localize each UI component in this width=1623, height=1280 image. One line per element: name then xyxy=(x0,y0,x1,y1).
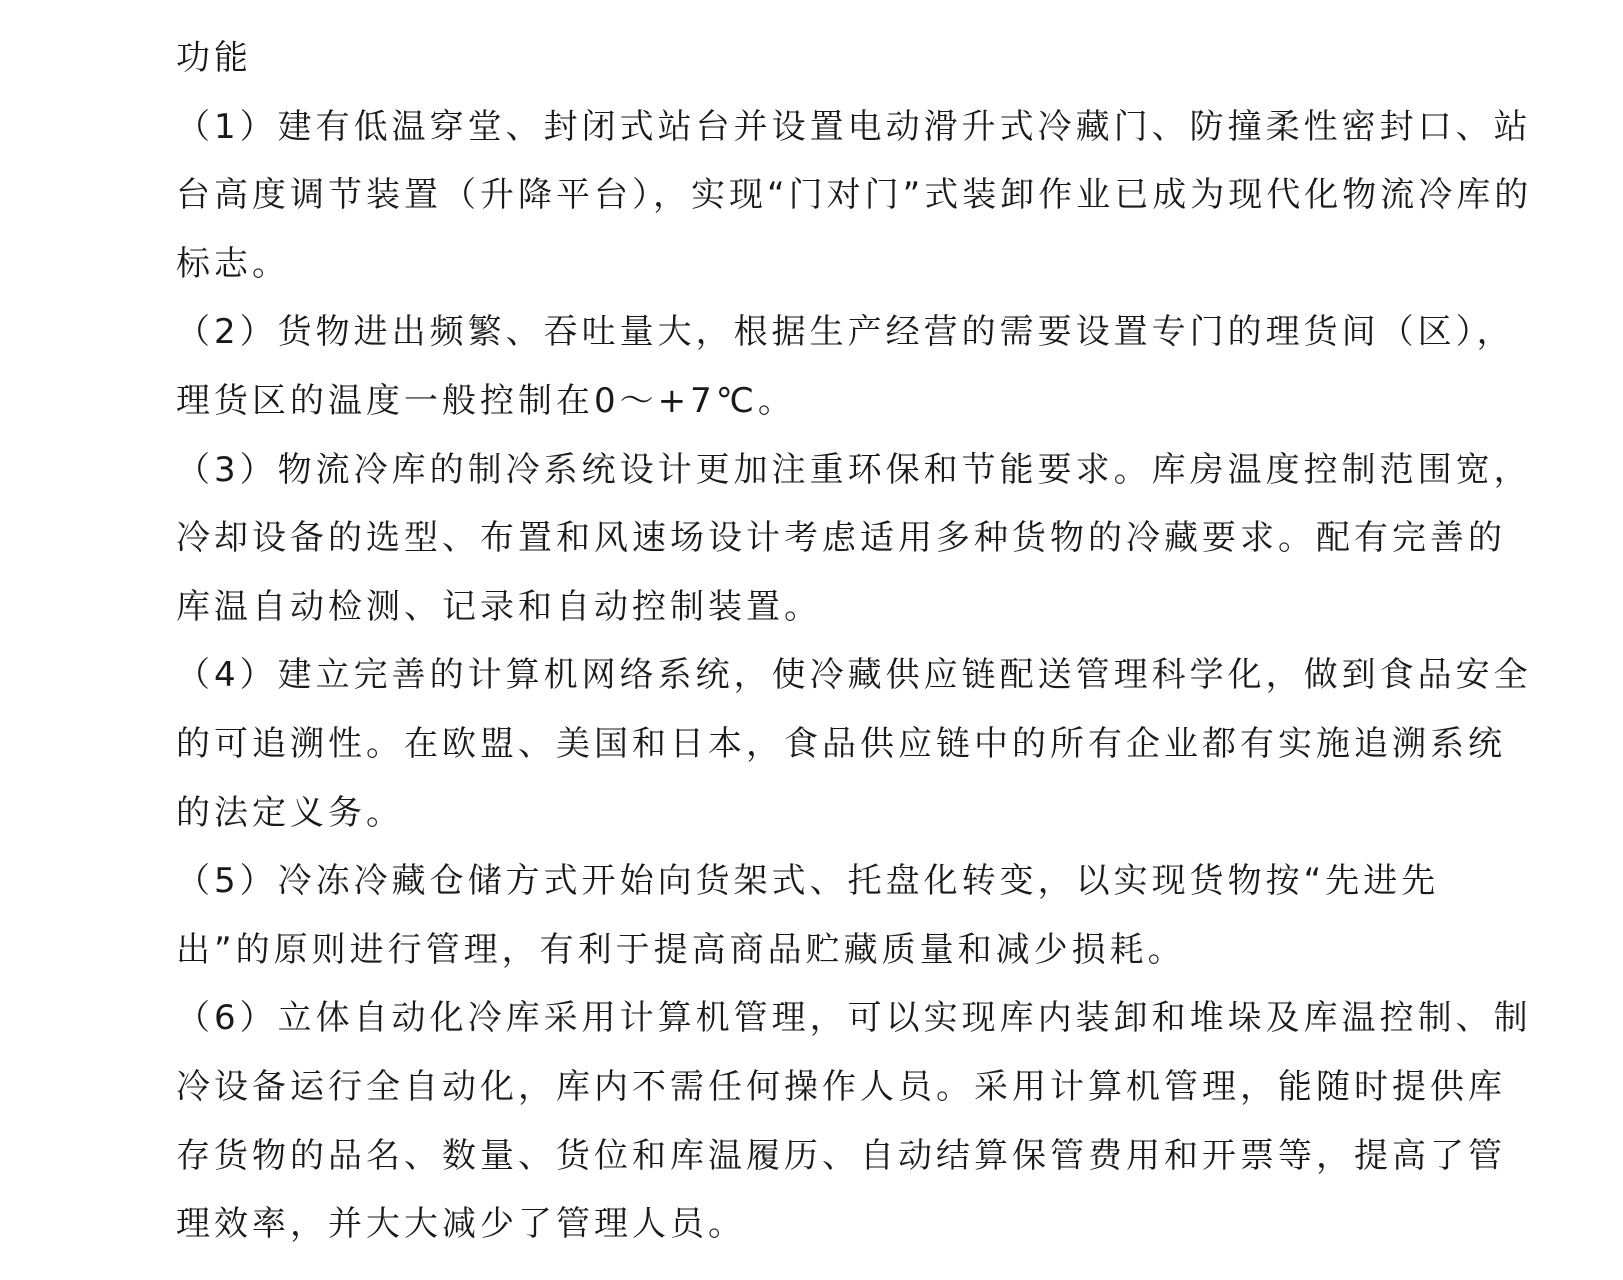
paragraph-1: （1）建有低温穿堂、封闭式站台并设置电动滑升式冷藏门、防撞柔性密封口、站台高度调节装置（升降平台），实现“门对门”式装卸作业已成为现代化物流冷库的标志。 xyxy=(176,106,1533,284)
paragraph-5: （5）冷冻冷藏仓储方式开始向货架式、托盘化转变，以实现货物按“先进先出”的原则进行管理，有利于提高商品贮藏质量和减少损耗。 xyxy=(176,861,1440,970)
paragraph-6: （6）立体自动化冷库采用计算机管理，可以实现库内装卸和堆垛及库温控制、制冷设备运行全自动化，库内不需任何操作人员。采用计算机管理，能随时提供库存货物的品名、数量、货位和库温履历、自动结算保管费用和开票等，提高了管理效率，并大大减少了管理人员。 xyxy=(176,998,1532,1245)
paragraph-3: （3）物流冷库的制冷系统设计更加注重环保和节能要求。库房温度控制范围宽，冷却设备的选型、布置和风速场设计考虑适用多种货物的冷藏要求。配有完善的库温自动检测、记录和自动控制装置。 xyxy=(176,449,1532,627)
paragraph-4: （4）建立完善的计算机网络系统，使冷藏供应链配送管理科学化，做到食品安全的可追溯性。在欧盟、美国和日本，食品供应链中的所有企业都有实施追溯系统的法定义务。 xyxy=(176,655,1532,833)
paragraph-2: （2）货物进出频繁、吞吐量大，根据生产经营的需要设置专门的理货间（区），理货区的温度一般控制在0～+7℃。 xyxy=(176,312,1515,421)
section-heading: 功能 xyxy=(176,38,252,78)
document-body xyxy=(176,24,1536,1259)
